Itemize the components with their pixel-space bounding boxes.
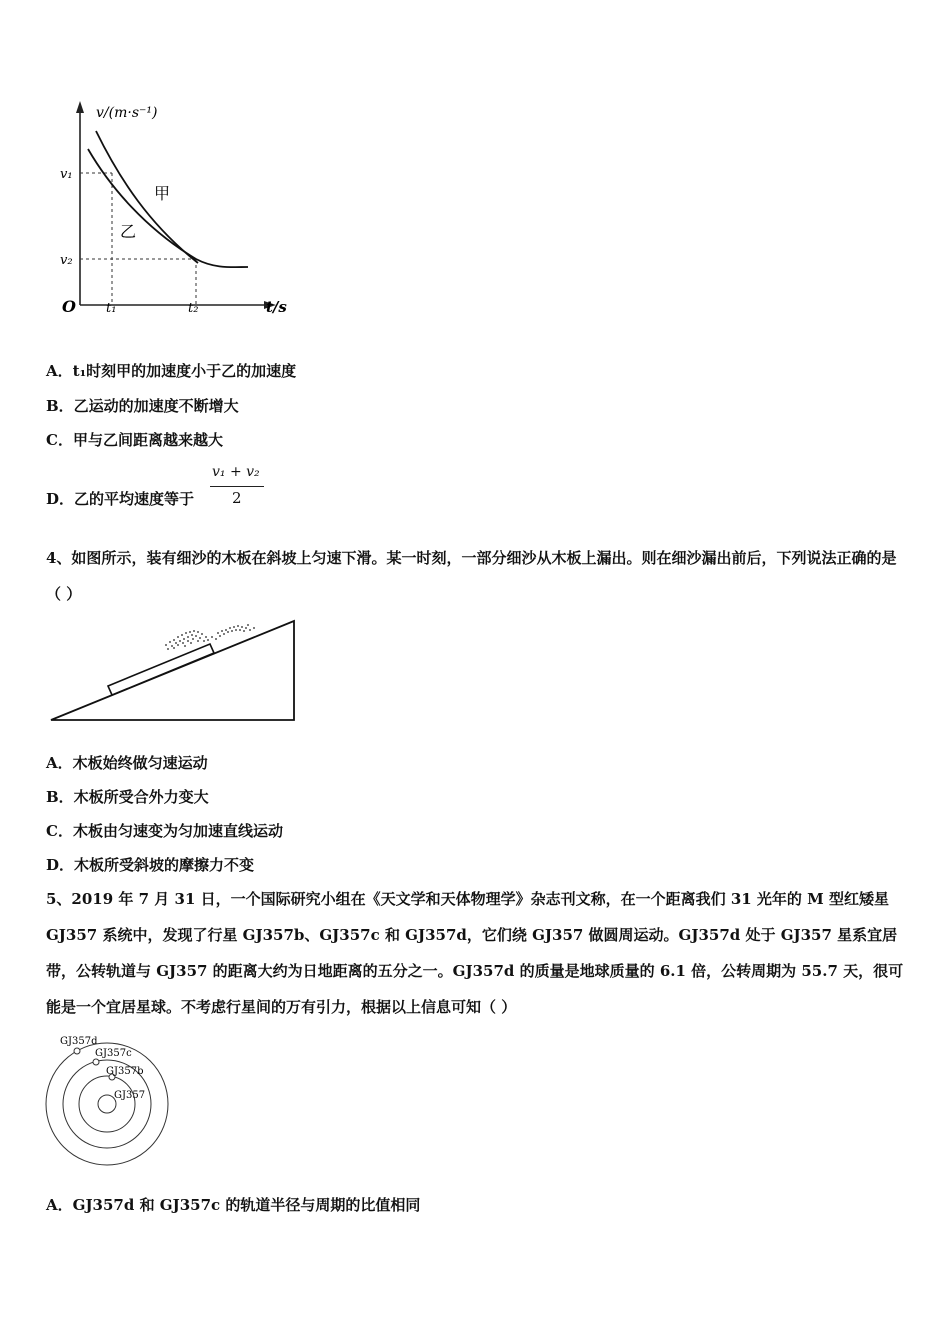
jia-label: 甲 [154, 184, 171, 203]
q3-option-b: B．乙运动的加速度不断增大 [46, 397, 239, 415]
q4-option-d: D．木板所受斜坡的摩擦力不变 [46, 856, 255, 874]
label-gj357b: GJ357b [106, 1066, 144, 1077]
q3-option-a: A．t₁时刻甲的加速度小于乙的加速度 [46, 362, 297, 380]
planet-d [74, 1048, 80, 1054]
label-gj357: GJ357 [114, 1090, 146, 1101]
origin-label: O [62, 297, 76, 316]
q4-stem: 4、如图所示，装有细沙的木板在斜坡上匀速下滑。某一时刻，一部分细沙从木板上漏出。则在细沙漏出前后，下列说法正确的是（ ） [46, 549, 897, 603]
planet-c [93, 1059, 99, 1065]
q5-option-a: A．GJ357d 和 GJ357c 的轨道半径与周期的比值相同 [46, 1196, 421, 1214]
yi-label: 乙 [120, 222, 137, 241]
q4-option-b: B．木板所受合外力变大 [46, 788, 209, 806]
q4-option-a: A．木板始终做匀速运动 [46, 754, 208, 772]
q4-option-c: C．木板由匀速变为匀加速直线运动 [46, 822, 283, 840]
q3-option-d-fraction [208, 464, 264, 510]
incline-diagram [48, 615, 300, 725]
q3-option-c: C．甲与乙间距离越来越大 [46, 431, 223, 449]
x-axis-label: t/s [266, 298, 287, 316]
orbit-d [46, 1043, 168, 1165]
y-axis-arrow [76, 101, 84, 113]
yi-curve [88, 149, 248, 267]
orbit-diagram [40, 1032, 180, 1172]
t1-label: t₁ [106, 301, 117, 316]
q5-stem: 5、2019 年 7 月 31 日，一个国际研究小组在《天文学和天体物理学》杂志刊文称，在一个距离我们 31 光年的 M 型红矮星 GJ357 系统中，发现了行星 GJ357b、GJ357c 和 GJ357d，它们绕 GJ357 做圆周运动。GJ357d 处于 GJ357 星系宜居带，公转轨道与 GJ357 的距离大约为日地距离的五分之一。GJ357d 的质量是地球质量的 6.1 倍，公转周期为 55.7 天，很可能是一个宜居星球。不考虑行星间的万有引力，根据以上信息可知（ ） [46, 890, 904, 1016]
t2-label: t₂ [188, 301, 199, 316]
jia-curve [96, 131, 198, 263]
fraction-denominator: 2 [232, 489, 242, 507]
v1-label: v₁ [60, 167, 73, 182]
v2-label: v₂ [60, 253, 73, 268]
label-gj357c: GJ357c [95, 1048, 132, 1059]
q3-option-d: D．乙的平均速度等于 [46, 490, 195, 508]
wooden-board [108, 644, 214, 695]
fraction-bar [210, 486, 264, 487]
fraction-numerator: v₁ + v₂ [212, 464, 260, 480]
label-gj357d: GJ357d [60, 1036, 98, 1047]
vt-graph [50, 95, 310, 325]
orbit-b [79, 1076, 135, 1132]
y-axis-label: v/(m·s⁻¹) [96, 105, 158, 121]
